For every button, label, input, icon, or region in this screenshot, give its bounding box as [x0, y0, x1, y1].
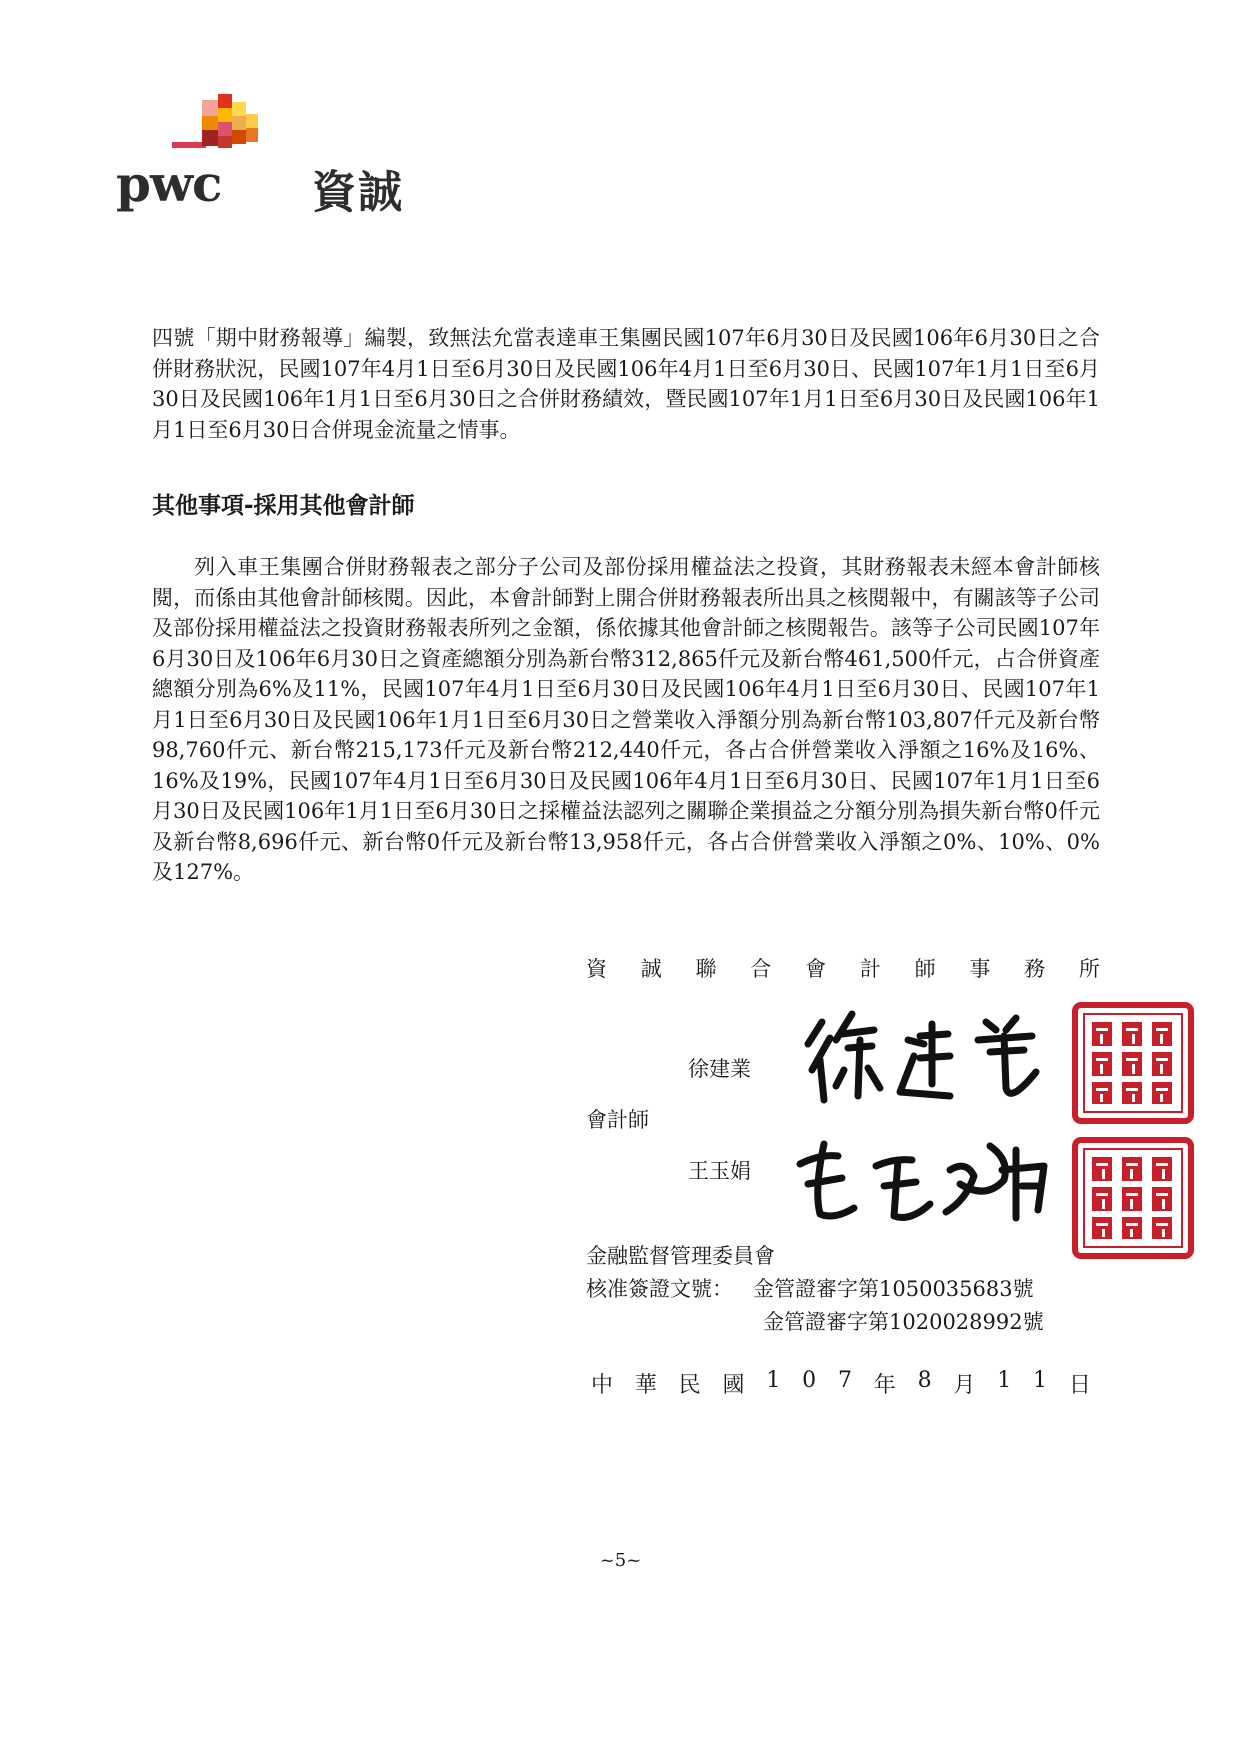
date-char: 中	[591, 1373, 614, 1398]
section-heading: 其他事項-採用其他會計師	[152, 493, 415, 519]
firm-name-char: 計	[859, 957, 881, 981]
firm-name-char: 聯	[695, 957, 717, 981]
approval-number-2: 金管證審字第1020028992號	[763, 1310, 1044, 1334]
date-char: 年	[873, 1373, 896, 1398]
logo-wordmark: pwc	[116, 154, 222, 213]
opinion-paragraph: 四號「期中財務報導」編製，致無法允當表達車王集團民國107年6月30日及民國106年6月30日之合併財務狀況，民國107年4月1日至6月30日及民國106年4月1日至6月30日、民國107年1月1日至6月30日及民國106年1月1日至6月30日之合併財務績效，暨民國107年1月1日至6月30日及民國106年1月1日至6月30日合併現金流量之情事。	[152, 326, 1100, 442]
other-matter-paragraph: 列入車王集團合併財務報表之部分子公司及部份採用權益法之投資，其財務報表未經本會計師核閱，而係由其他會計師核閱。因此，本會計師對上開合併財務報表所出具之核閱報中，有關該等子公司及部份採用權益法之投資財務報表所列之金額，係依據其他會計師之核閱報告。該等子公司民國107年6月30日及106年6月30日之資產總額分別為新台幣312,865仟元及新台幣461,500仟元，占合併資產總額分別為6%及11%，民國107年4月1日至6月30日及民國106年4月1日至6月30日、民國107年1月1日至6月30日及民國106年1月1日至6月30日之營業收入淨額分別為新台幣103,807仟元及新台幣98,760仟元、新台幣215,173仟元及新台幣212,440仟元，各占合併營業收入淨額之16%及16%、16%及19%，民國107年4月1日至6月30日及民國106年4月1日至6月30日、民國107年1月1日至6月30日及民國106年1月1日至6月30日之採權益法認列之關聯企業損益之分額分別為損失新台幣0仟元及新台幣8,696仟元、新台幣0仟元及新台幣13,958仟元，各占合併營業收入淨額之0%、10%、0%及127%。	[152, 555, 1100, 884]
logo-chinese-name: 資誠	[312, 167, 404, 218]
accountant-seal-2	[1070, 1135, 1196, 1261]
date-char: 民	[678, 1373, 701, 1398]
page-number: ~5~	[599, 1550, 642, 1571]
firm-name-char: 事	[969, 957, 991, 981]
date-char: 7	[837, 1368, 852, 1393]
pwc-mark-icon	[172, 92, 332, 162]
accountant-seal-1	[1070, 1000, 1196, 1126]
signer-2-name: 王玉娟	[688, 1159, 751, 1183]
firm-name-char: 誠	[640, 957, 662, 981]
signer-1-name: 徐建業	[688, 1057, 751, 1081]
date-char: 國	[722, 1373, 745, 1398]
regulator-name: 金融監督管理委員會	[586, 1244, 775, 1268]
firm-name-char: 師	[914, 957, 936, 981]
date-char: 1	[766, 1368, 781, 1393]
date-char: 1	[997, 1368, 1012, 1393]
pwc-logo	[112, 92, 452, 222]
date-char: 1	[1033, 1368, 1048, 1393]
firm-name-char: 資	[586, 957, 607, 981]
date-char: 華	[634, 1373, 657, 1398]
firm-name-char: 會	[805, 957, 827, 981]
firm-name-char: 合	[750, 957, 772, 981]
report-date	[591, 1368, 1091, 1399]
firm-name	[586, 953, 1100, 983]
approval-number-1: 金管證審字第1050035683號	[753, 1277, 1034, 1301]
date-char: 8	[917, 1368, 932, 1393]
date-char: 日	[1068, 1373, 1091, 1398]
signature-2	[790, 1120, 1070, 1230]
accountant-label: 會計師	[586, 1108, 649, 1132]
date-char: 月	[953, 1373, 976, 1398]
firm-name-char: 所	[1078, 957, 1100, 981]
approval-label: 核准簽證文號：	[586, 1277, 733, 1301]
firm-name-char: 務	[1024, 957, 1046, 981]
date-char: 0	[802, 1368, 817, 1393]
signature-1	[800, 1000, 1060, 1110]
